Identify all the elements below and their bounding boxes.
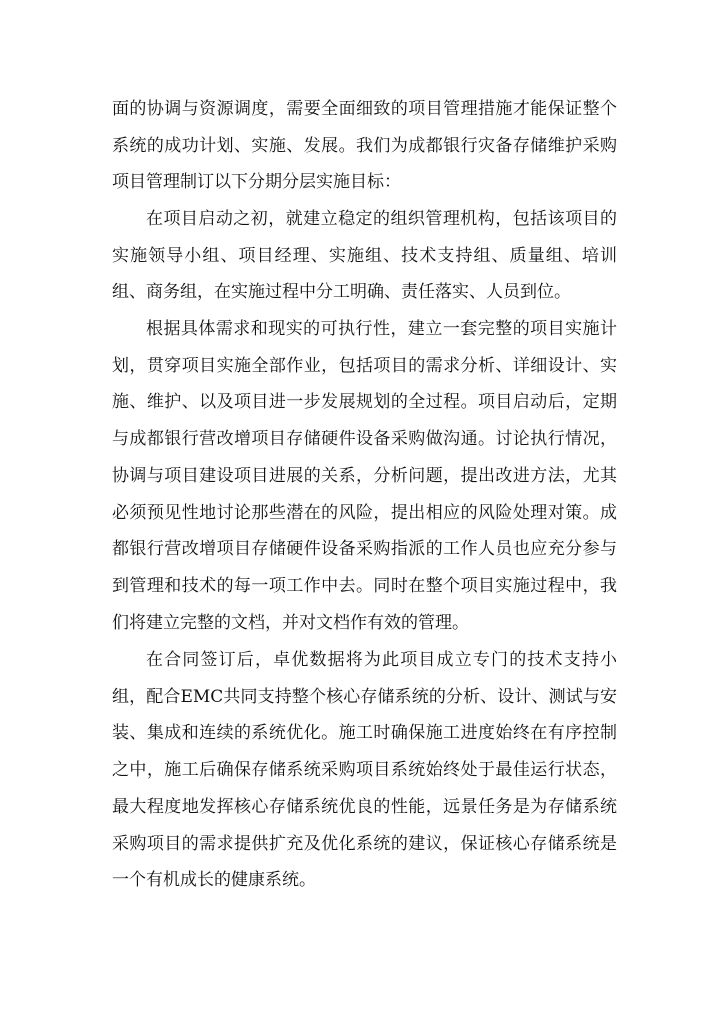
paragraph-3: 根据具体需求和现实的可执行性，建立一套完整的项目实施计划，贯穿项目实施全部作业，包括项目的需求分析、详细设计、实施、维护、以及项目进一步发展规划的全过程。项目启动后，定期与成都银行营改增项目存储硬件设备采购做沟通。讨论执行情况，协调与项目建设项目进展的关系，分析问题，提出改进方法，尤其必须预见性地讨论那些潜在的风险，提出相应的风险处理对策。成都银行营改增项目存储硬件设备采购指派的工作人员也应充分参与到管理和技术的每一项工作中去。同时在整个项目实施过程中，我们将建立完整的文档，并对文档作有效的管理。 [112, 319, 617, 633]
paragraph-2: 在项目启动之初，就建立稳定的组织管理机构，包括该项目的实施领导小组、项目经理、实施组、技术支持组、质量组、培训组、商务组，在实施过程中分工明确、责任落实、人员到位。 [112, 209, 617, 303]
paragraph-1: 面的协调与资源调度，需要全面细致的项目管理措施才能保证整个系统的成功计划、实施、发展。我们为成都银行灾备存储维护采购项目管理制订以下分期分层实施目标： [112, 99, 617, 193]
paragraph-4: 在合同签订后，卓优数据将为此项目成立专门的技术支持小组，配合EMC共同支持整个核心存储系统的分析、设计、测试与安装、集成和连续的系统优化。施工时确保施工进度始终在有序控制之中，施工后确保存储系统采购项目系统始终处于最佳运行状态，最大程度地发挥核心存储系统优良的性能，远景任务是为存储系统采购项目的需求提供扩充及优化系统的建议，保证核心存储系统是一个有机成长的健康系统。 [112, 650, 617, 891]
